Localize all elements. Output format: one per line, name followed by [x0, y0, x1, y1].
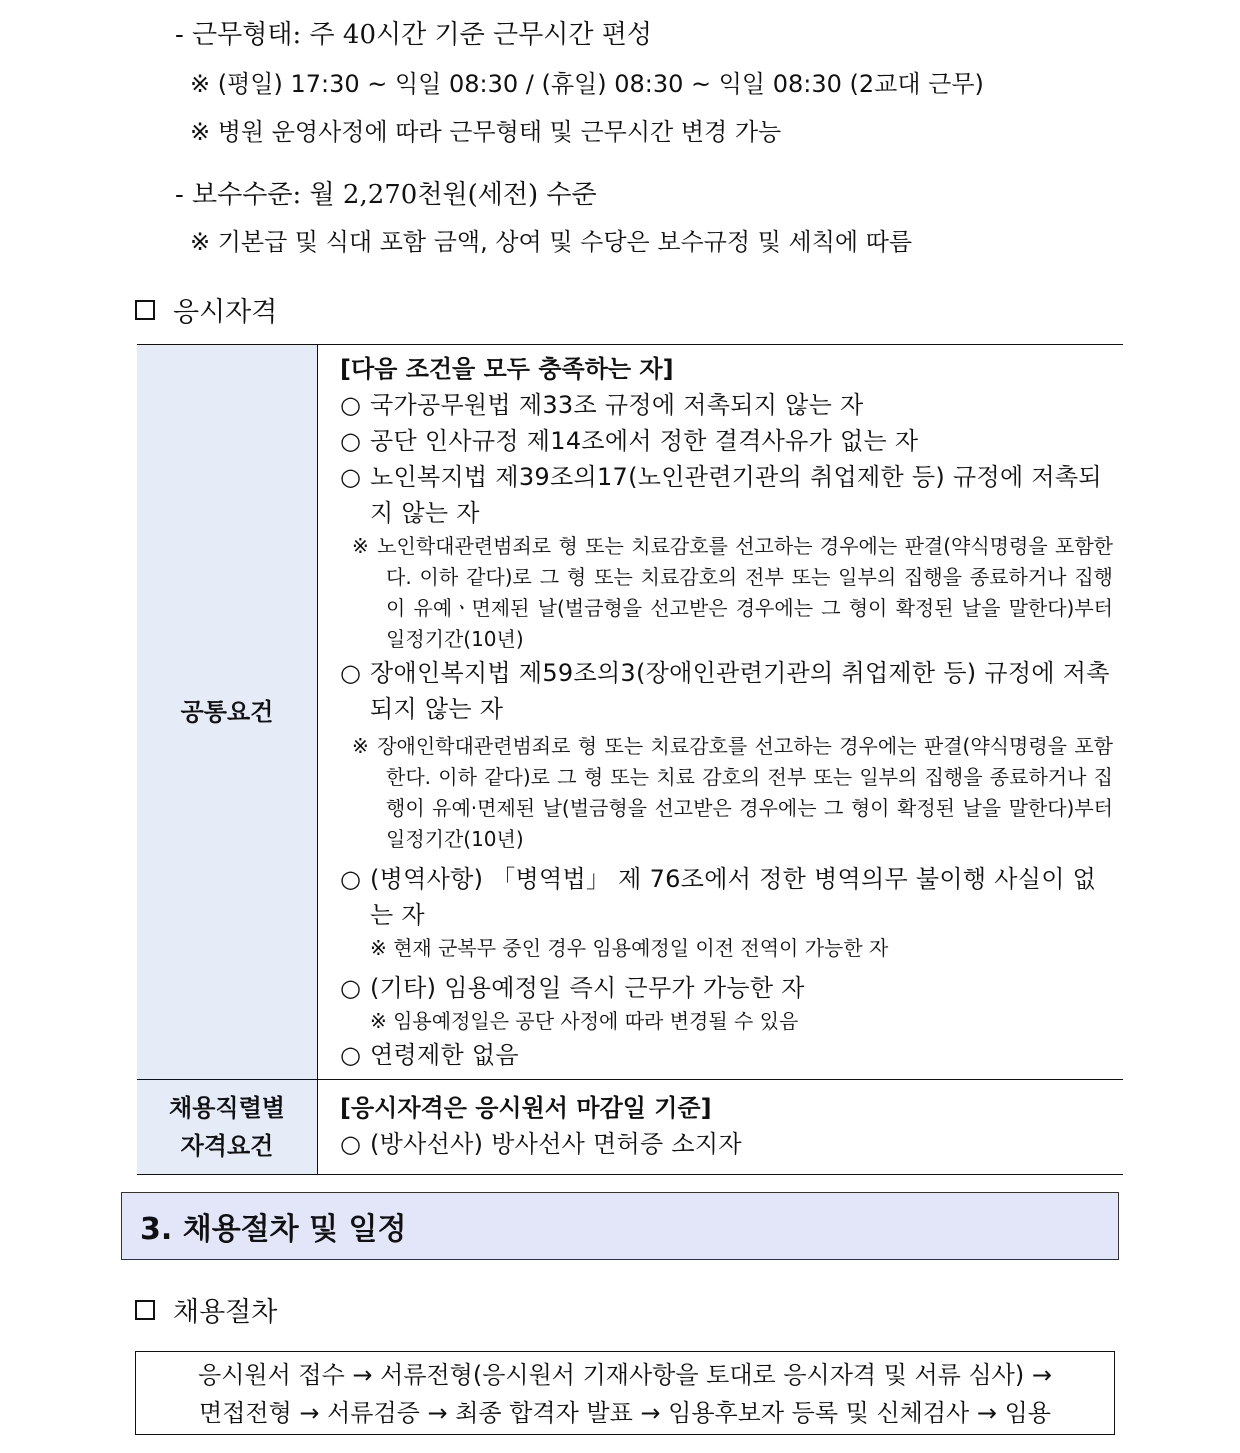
circle-bullet-icon: ○	[340, 1041, 362, 1069]
circle-bullet-icon: ○	[340, 427, 362, 455]
circle-bullet-icon: ○	[340, 974, 362, 1002]
common-item-2: ○ 공단 인사규정 제14조에서 정한 결격사유가 없는 자	[340, 423, 1113, 459]
procedure-flow-box	[135, 1351, 1115, 1435]
circle-bullet-icon: ○	[340, 463, 362, 491]
common-note-3: ※ 노인학대관련범죄로 형 또는 치료감호를 선고하는 경우에는 판결(약식명령을 포함한다. 이하 같다)로 그 형 또는 치료감호의 전부 또는 일부의 집행을 종료하거나 집행이 유예ㆍ면제된 날(벌금형을 선고받은 경우에는 그 형이 확정된 날을 말한다)부터 일정기간(10년)	[352, 534, 1113, 651]
common-note-4: ※ 장애인학대관련범죄로 형 또는 치료감호를 선고하는 경우에는 판결(약식명령을 포함한다. 이하 같다)로 그 형 또는 치료 감호의 전부 또는 일부의 집행을 종료하거나 집행이 유예·면제된 날(벌금형을 선고받은 경우에는 그 형이 확정된 날을 말한다)부터 일정기간(10년)	[352, 734, 1113, 851]
procedure-heading-text: 채용절차	[173, 1297, 278, 1328]
common-note-5: ※ 현재 군복무 중인 경우 임용예정일 이전 전역이 가능한 자	[370, 936, 889, 960]
checkbox-square-icon	[135, 300, 155, 320]
section-3-banner	[121, 1192, 1119, 1260]
qualification-heading	[135, 290, 277, 329]
common-requirements-label: 공통요건	[137, 345, 318, 1080]
common-item-5: ○ (병역사항) 「병역법」 제 76조에서 정한 병역의무 불이행 사실이 없는 자	[340, 861, 1113, 933]
circle-bullet-icon: ○	[340, 659, 362, 687]
job-requirements-content	[318, 1080, 1124, 1175]
job-requirements-row	[137, 1080, 1123, 1175]
work-form-line: - 근무형태: 주 40시간 기준 근무시간 편성	[175, 20, 652, 50]
common-head: [다음 조건을 모두 충족하는 자]	[340, 355, 674, 383]
procedure-flow-line-2: 면접전형 → 서류검증 → 최종 합격자 발표 → 임용후보자 등록 및 신체검사 → 임용	[199, 1399, 1051, 1427]
checkbox-square-icon	[135, 1300, 155, 1320]
qualification-heading-text: 응시자격	[173, 297, 278, 328]
common-requirements-row	[137, 345, 1123, 1080]
procedure-heading	[135, 1290, 277, 1329]
procedure-flow-line-1: 응시원서 접수 → 서류전형(응시원서 기재사항을 토대로 응시자격 및 서류 심사) →	[198, 1361, 1052, 1389]
pay-note: ※ 기본급 및 식대 포함 금액, 상여 및 수당은 보수규정 및 세칙에 따름	[190, 228, 913, 256]
common-item-6: ○ (기타) 임용예정일 즉시 근무가 가능한 자	[340, 970, 1113, 1006]
common-note-6: ※ 임용예정일은 공단 사정에 따라 변경될 수 있음	[370, 1009, 799, 1033]
pay-line: - 보수수준: 월 2,270천원(세전) 수준	[175, 180, 597, 210]
common-item-4: ○ 장애인복지법 제59조의3(장애인관련기관의 취업제한 등) 규정에 저촉되지 않는 자	[340, 655, 1113, 727]
job-head: [응시자격은 응시원서 마감일 기준]	[340, 1094, 712, 1122]
job-requirements-label: 채용직렬별 자격요건	[137, 1080, 318, 1175]
work-hours-note: ※ (평일) 17:30 ~ 익일 08:30 / (휴일) 08:30 ~ 익일 08:30 (2교대 근무)	[190, 70, 984, 98]
common-item-1: ○ 국가공무원법 제33조 규정에 저촉되지 않는 자	[340, 387, 1113, 423]
circle-bullet-icon: ○	[340, 391, 362, 419]
common-item-3: ○ 노인복지법 제39조의17(노인관련기관의 취업제한 등) 규정에 저촉되지 않는 자	[340, 459, 1113, 531]
section-3-title: 3. 채용절차 및 일정	[140, 1212, 407, 1247]
circle-bullet-icon: ○	[340, 865, 362, 893]
work-change-note: ※ 병원 운영사정에 따라 근무형태 및 근무시간 변경 가능	[190, 118, 782, 146]
qualification-table	[137, 344, 1123, 1175]
common-requirements-content	[318, 345, 1124, 1080]
circle-bullet-icon: ○	[340, 1130, 362, 1158]
common-item-7: ○ 연령제한 없음	[340, 1037, 1113, 1073]
job-item-1: ○ (방사선사) 방사선사 면허증 소지자	[340, 1126, 1113, 1162]
